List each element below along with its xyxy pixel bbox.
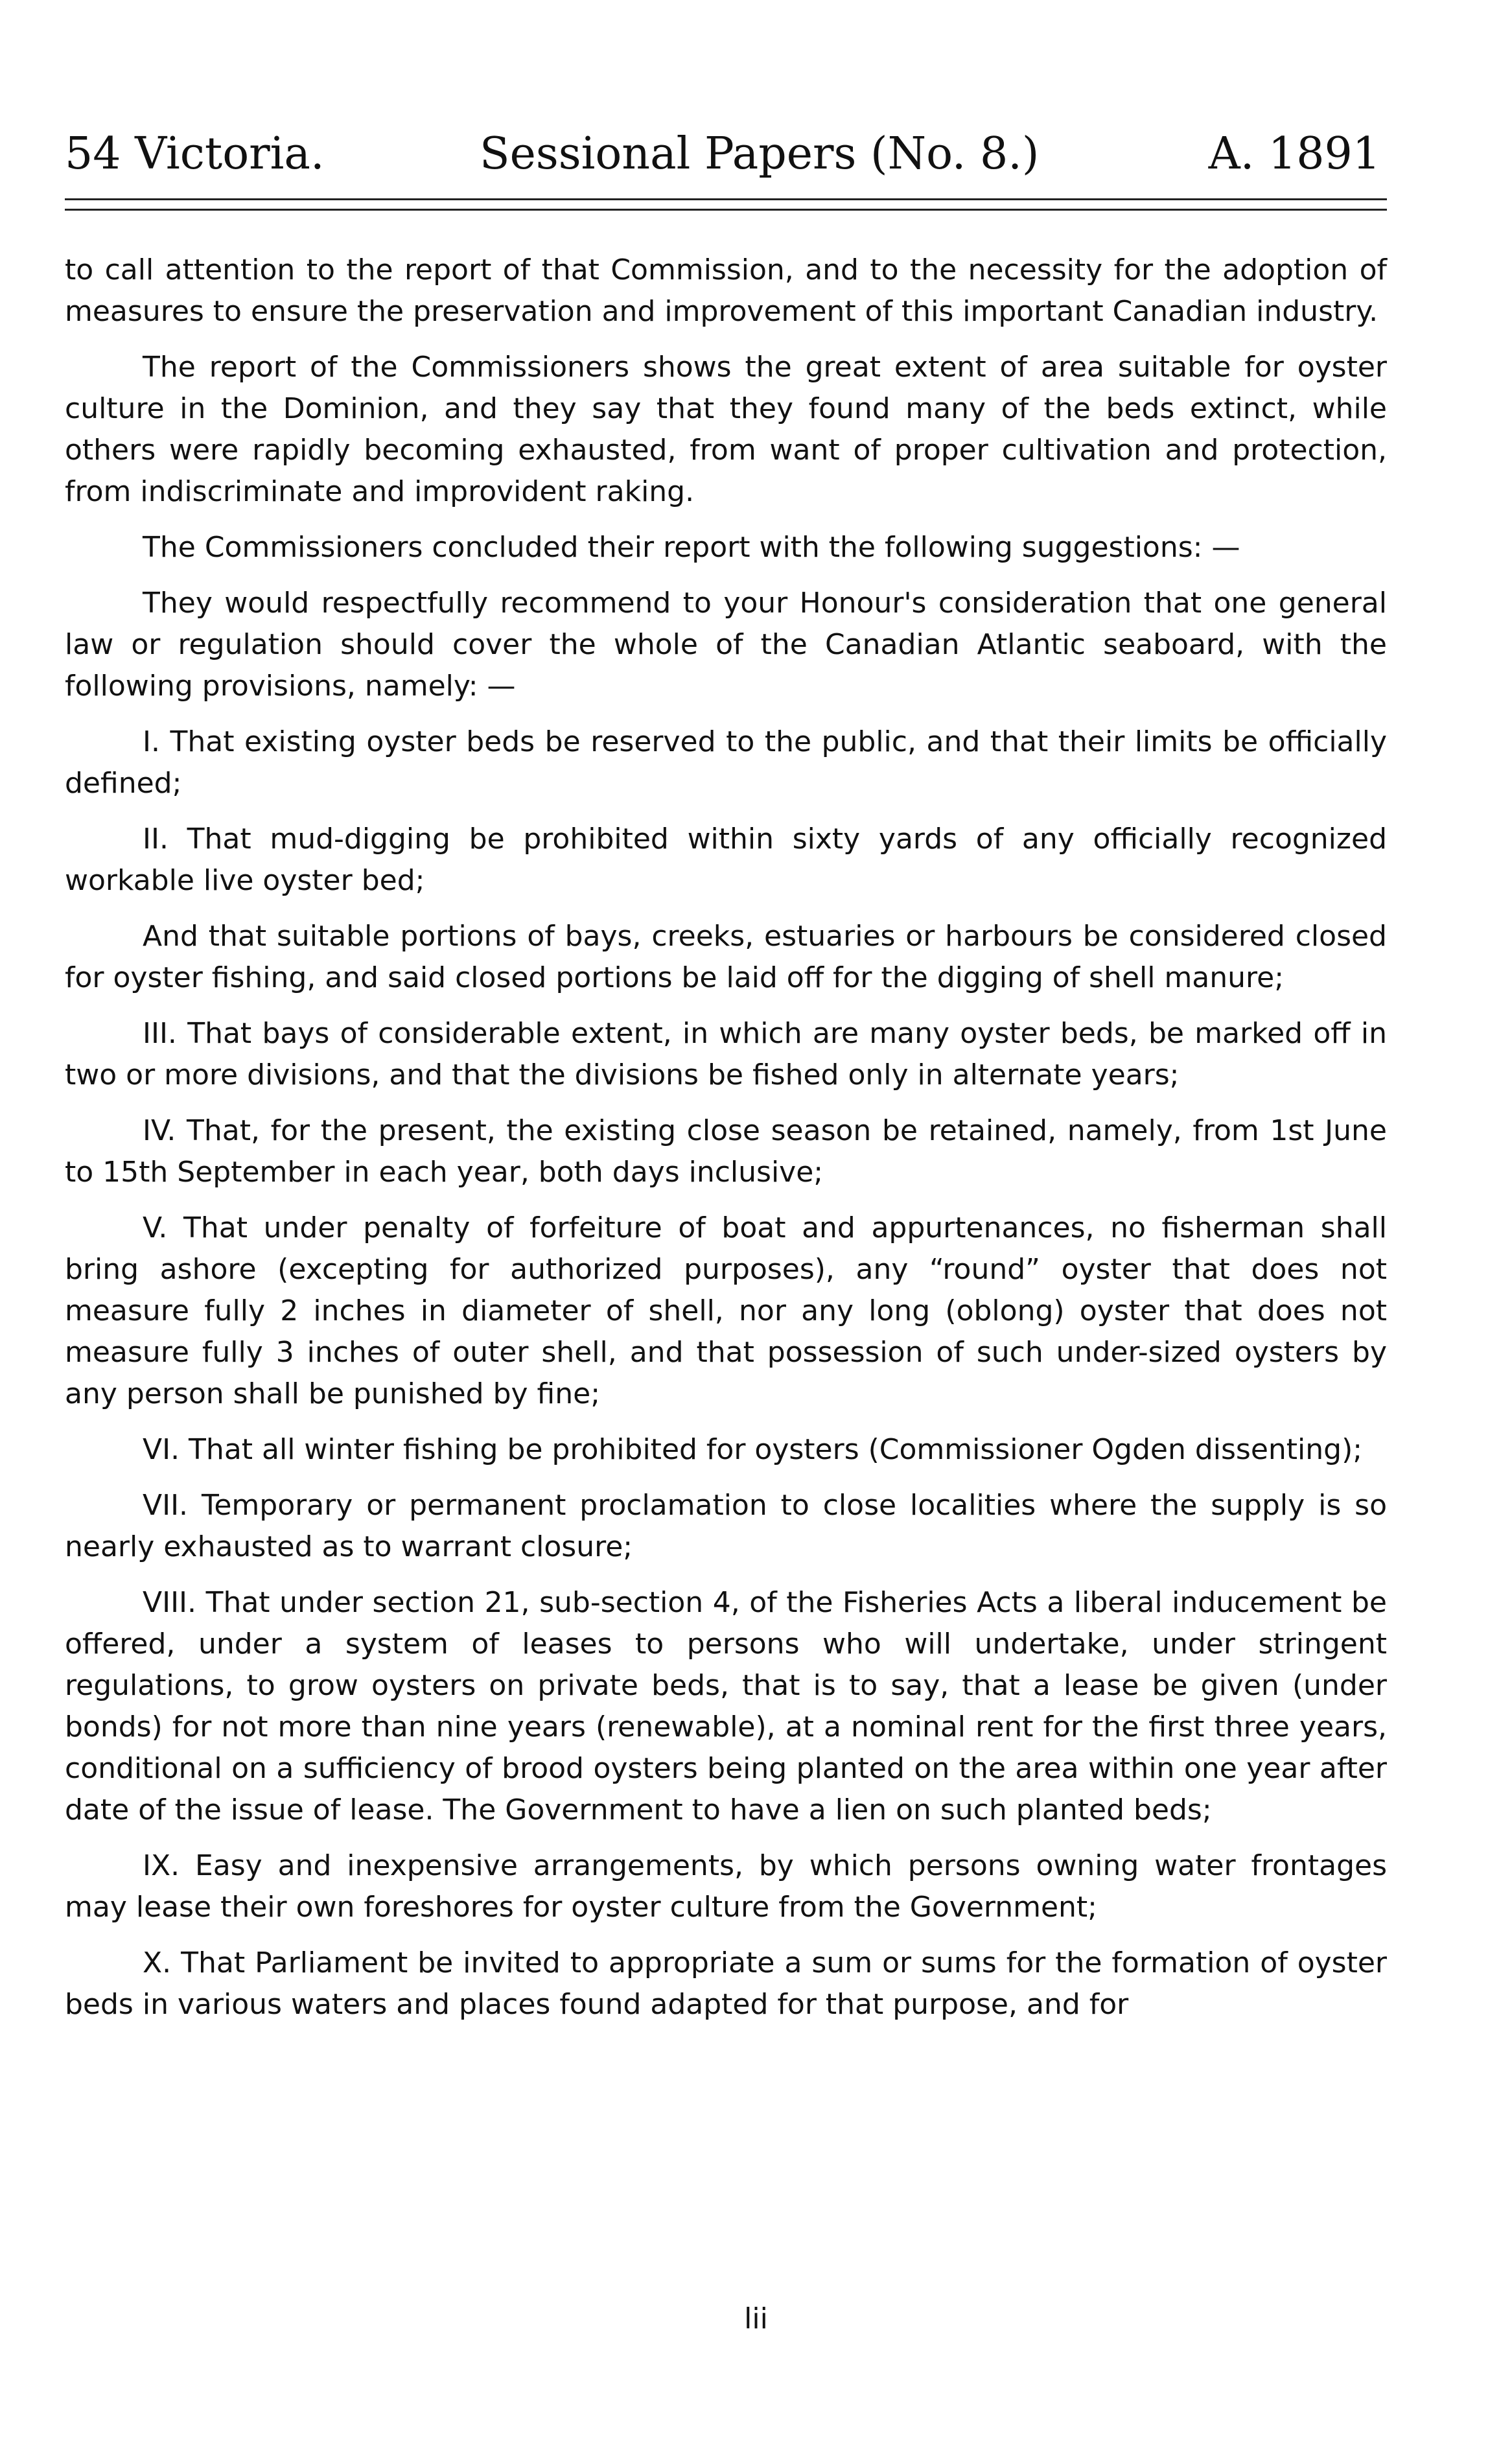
provision-vii: VII. Temporary or permanent proclamation to close localities where the supply is so nearly exhausted as to warrant closure; [65,1489,1387,1563]
paragraph-commissioners-report: The report of the Commissioners shows the great extent of area suitable for oyster culture in the Dominion, and they say that they found many of the beds extinct, while others were rapidly becoming exhausted, from want of proper cultivation and protection, from indiscriminate and improvident raking. [65,351,1387,508]
provision-iv: IV. That, for the present, the existing close season be retained, namely, from 1st June to 15th September in each year, both days inclusive; [65,1114,1387,1189]
header-volume: 54 Victoria. [65,128,325,180]
provision-ii: II. That mud-digging be prohibited within sixty yards of any officially recognized workable live oyster bed; [65,823,1387,897]
provision-ix: IX. Easy and inexpensive arrangements, by which persons owning water frontages may lease their own foreshores for oyster culture from the Government; [65,1849,1387,1924]
provision-iii: III. That bays of considerable extent, in which are many oyster beds, be marked off in two or more divisions, and that the divisions be fished only in alternate years; [65,1017,1387,1091]
provision-x: X. That Parliament be invited to appropriate a sum or sums for the formation of oyster beds in various waters and places found adapted for that purpose, and for [65,1946,1387,2021]
page-folio: lii [744,2302,768,2335]
provision-i: I. That existing oyster beds be reserved to the public, and that their limits be officially defined; [65,725,1387,800]
provision-viii: VIII. That under section 21, sub-section 4, of the Fisheries Acts a liberal inducement be offered, under a system of leases to persons who will undertake, under stringent regulations, to grow oysters on private beds, that is to say, that a lease be given (under bonds) for not more than nine years (renewable), at a nominal rent for the first three years, conditional on a sufficiency of brood oysters being planted on the area within one year after date of the issue of lease. The Government to have a lien on such planted beds; [65,1586,1387,1826]
body-text [65,250,1387,2040]
running-header [65,122,1387,187]
provision-v: V. That under penalty of forfeiture of boat and appurtenances, no fisherman shall bring ashore (excepting for authorized purposes), any “round” oyster that does not measure fully 2 inches in diameter of shell, nor any long (oblong) oyster that does not measure fully 3 inches of outer shell, and that possession of such under-sized oysters by any person shall be punished by fine; [65,1211,1387,1410]
paragraph-recommendation: They would respectfully recommend to your Honour's consideration that one general law or regulation should cover the whole of the Canadian Atlantic seaboard, with the following provisions, namely: — [65,587,1387,703]
header-title: Sessional Papers (No. 8.) [480,128,1040,180]
header-rule-bottom [65,209,1387,211]
paragraph-continuation: to call attention to the report of that Commission, and to the necessity for the adoption of measures to ensure the preservation and improvement of this important Canadian industry. [65,253,1387,328]
header-rule-top [65,198,1387,200]
provision-vi: VI. That all winter fishing be prohibited for oysters (Commissioner Ogden dissenting); [143,1433,1363,1466]
paragraph-suggestions-intro: The Commissioners concluded their report with the following suggestions: — [143,531,1240,564]
provision-ii-continued: And that suitable portions of bays, creeks, estuaries or harbours be considered closed for oyster fishing, and said closed portions be laid off for the digging of shell manure; [65,920,1387,994]
header-year: A. 1891 [1208,128,1380,180]
